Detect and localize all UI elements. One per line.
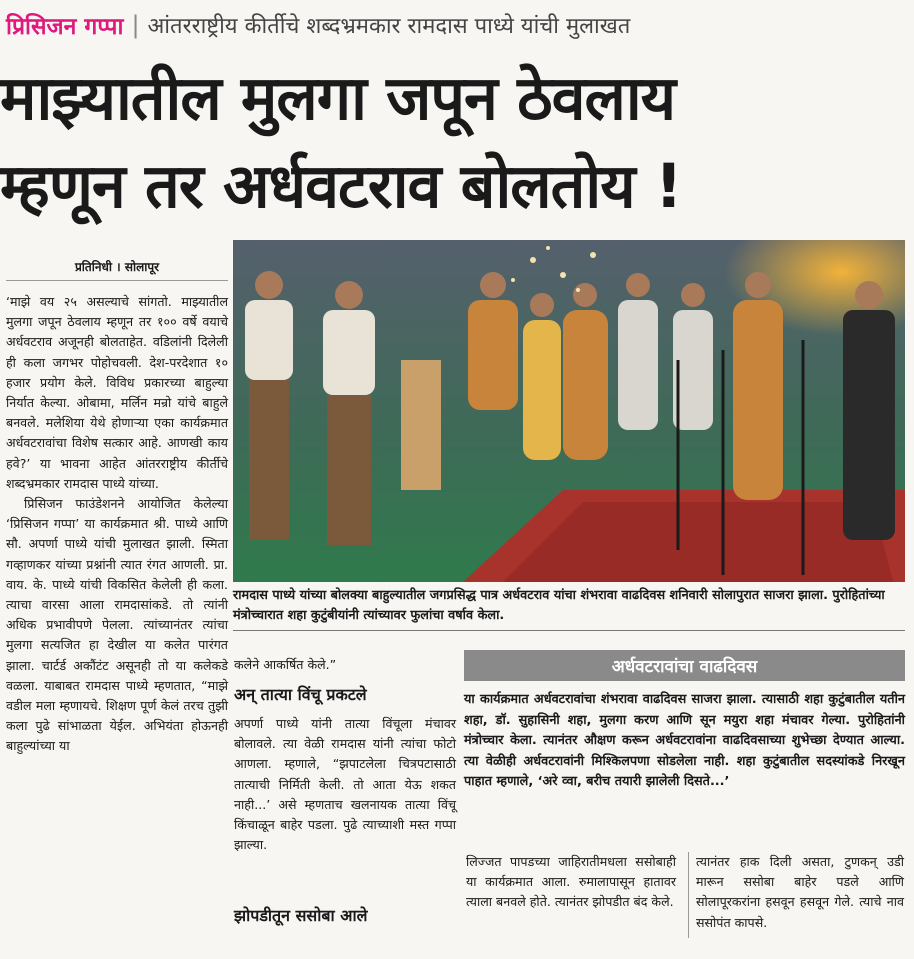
- kicker: [6, 6, 910, 44]
- column-2-lead: कलेने आकर्षित केले.”: [234, 657, 337, 672]
- column-brand: प्रिसिजन गप्पा: [6, 14, 124, 40]
- column-divider: [688, 852, 689, 938]
- kicker-separator: |: [131, 11, 140, 39]
- kicker-subtitle: आंतरराष्ट्रीय कीर्तीचे शब्दभ्रमकार रामदास पाध्ये यांची मुलाखत: [147, 14, 631, 39]
- column-2-body: [234, 714, 456, 855]
- box-body: या कार्यक्रमात अर्धवटरावांचा शंभरावा वाढदिवस साजरा झाला. त्यासाठी शहा कुटुंबातील यतीन शहा, डॉ. सुहासिनी शहा, मुलगा करण आणि सून मयुरा शहा मंचावर गेल्या. पुरोहितांनी मंत्रोच्चार केला. त्यानंतर औक्षण करून अर्धवटरावांना वाढदिवसाच्या शुभेच्छा देण्यात आल्या. त्या वेळीही अर्धवटरावांनी मिश्किलपणा सोडलेला नाही. शहा कुटुंबातील सदस्यांकडे निरखून पाहात म्हणाले, ‘अरे व्वा, बरीच तयारी झालेली दिसते...’: [464, 692, 905, 789]
- column-1-paragraph-1: ‘माझे वय २५ असल्याचे सांगतो. माझ्यातील मुलगा जपून ठेवलाय म्हणून तर १०० वर्षे वयाचे अर्धवटराव अजूनही बोलताहेत. वडिलांनी दिलेली ही कला जगभर पोहोचवली. देश-परदेशात १० हजार प्रयोग केले. विविध प्रकारच्या बाहुल्या निर्यात केल्या. ओबामा, मर्लिन मन्रो यांचे बाहुले बनवले. मलेशिया येथे होणाऱ्या एका कार्यक्रमात अर्धवटरावांचा विशेष सत्कार आहे. आणखी काय हवे?’ या भावना आहेत आंतरराष्ट्रीय कीर्तीचे शब्दभ्रमकार रामदास पाध्ये यांच्या.: [6, 294, 228, 491]
- caption-divider: [233, 630, 905, 631]
- headline-line-1: माझ्यातील मुलगा जपून ठेवलाय: [0, 63, 676, 134]
- column-2: [234, 655, 456, 675]
- subhead-tatya-vinchu: अन्‌ तात्या विंचू प्रकटले: [234, 685, 367, 704]
- photo-caption: रामदास पाध्ये यांच्या बोलक्या बाहुल्यातील जगप्रसिद्ध पात्र अर्धवटराव यांचा शंभरावा वाढदिवस शनिवारी सोलापुरात साजरा झाला. पुरोहितांच्या मंत्रोच्चारात शहा कुटुंबीयांनी त्यांच्यावर फुलांचा वर्षाव केला.: [233, 588, 885, 623]
- column-3-text: लिज्जत पापडच्या जाहिरातीमधला ससोबाही या कार्यक्रमात आला. रुमालापासून हातावर त्याला बनवले होते. त्यानंतर झोपडीत बंद केले.: [466, 854, 676, 910]
- column-4-text: त्यानंतर हाक दिली असता, टुणकन्‌ उडी मारून ससोबा बाहेर पडले आणि सोलापूरकरांना हसवून हसवून गेले. त्याचे नाव ससोपंत कापसे.: [696, 854, 904, 930]
- headline-line-2: म्हणून तर अर्धवटराव बोलतोय !: [0, 151, 682, 222]
- subhead-sasoba: झोपडीतून ससोबा आले: [234, 906, 368, 925]
- column-3: [466, 852, 676, 913]
- column-1-paragraph-2: प्रिसिजन फाउंडेशनने आयोजित केलेल्या ‘प्रिसिजन गप्पा’ या कार्यक्रमात श्री. पाध्ये आणि सौ. अपर्णा पाध्ये यांची मुलाखत झाली. स्मिता गव्हाणकर यांच्या प्रश्नांनी त्यात रंगत आणली. प्रा. वाय. के. पाध्ये यांची विकसित केलेली ही कला. त्याचा वारसा आला रामदासांकडे. तो त्यांनी अधिक प्रभावीपणे पेलला. त्यांच्यानंतर त्यांचा मुलगा सत्यजित हा देखील या कलेत पारंगत झाला. चार्टर्ड अकौंटंट असूनही तो या कलेकडे वळला. याबाबत रामदास पाध्ये म्हणतात, “माझे वडील मला म्हणायचे. शिक्षण पूर्ण केलं तरच तुझी कला पुढे सांभाळता येईल. अभियंता होऊनही बाहुल्यांच्या या: [6, 496, 228, 754]
- stage-photo: [233, 240, 905, 582]
- column-4: [696, 852, 904, 933]
- byline-divider: [6, 280, 228, 281]
- box-title: अर्धवटरावांचा वाढदिवस: [464, 650, 905, 681]
- column-1: [6, 292, 228, 757]
- column-2-paragraph-1: अपर्णा पाध्ये यांनी तात्या विंचूला मंचावर बोलावले. त्या वेळी रामदास यांनी त्यांचा फोटो आणला. म्हणाले, “झपाटलेला चित्रपटासाठी तात्याची निर्मिती केली. तो आता येऊ शकत नाही...’ असे म्हणताच खलनायक तात्या विंचू किंचाळून बाहेर पडला. पुढे त्याच्याशी मस्त गप्पा झाल्या.: [234, 716, 456, 853]
- stage-photo-icon: [233, 240, 905, 582]
- byline: प्रतिनिधी । सोलापूर: [74, 260, 160, 274]
